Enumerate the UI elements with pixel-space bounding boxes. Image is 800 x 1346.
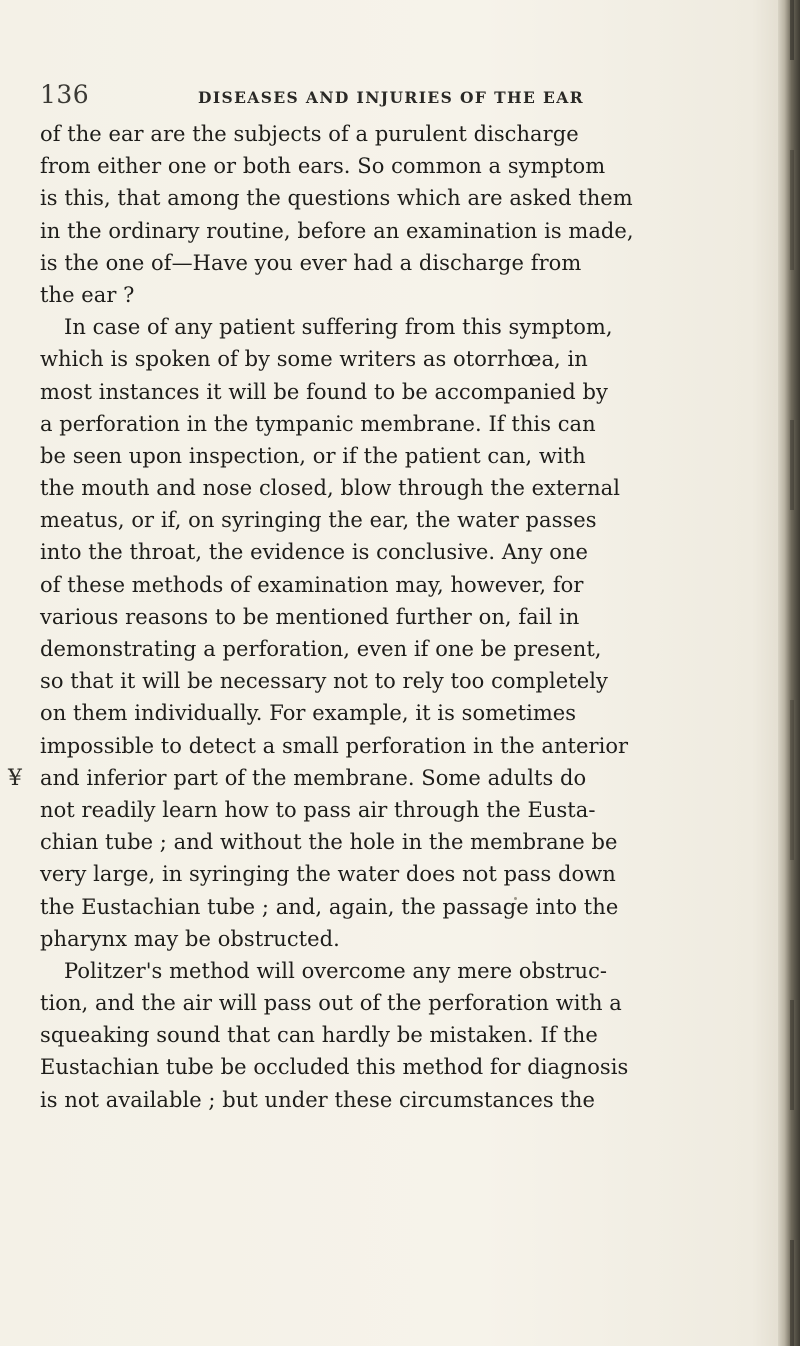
text-line: in the ordinary routine, before an examination is made, (40, 218, 634, 243)
text-line: of these methods of examination may, however, for (40, 572, 584, 597)
text-line: pharynx may be obstructed. (40, 926, 340, 951)
text-line: squeaking sound that can hardly be mistaken. If the (40, 1023, 598, 1048)
text-line: most instances it will be found to be accompanied by (40, 379, 608, 404)
text-line: on them individually. For example, it is sometimes (40, 701, 577, 726)
text-line: is the one of—Have you ever had a discharge from (40, 250, 582, 275)
text-line: and inferior part of the membrane. Some adults do (40, 765, 587, 790)
margin-mark: ¥ (8, 766, 22, 791)
text-line: various reasons to be mentioned further on, fail in (40, 604, 580, 629)
text-line: be seen upon inspection, or if the patient can, with (40, 443, 586, 468)
text-line: tion, and the air will pass out of the perforation with a (40, 991, 622, 1016)
text-line: chian tube ; and without the hole in the membrane be (40, 830, 618, 855)
text-line: so that it will be necessary not to rely too completely (40, 669, 608, 694)
text-line: demonstrating a perforation, even if one be present, (40, 637, 602, 661)
text-line: the ear ? (40, 282, 135, 307)
text-line: meatus, or if, on syringing the ear, the water passes (40, 508, 597, 533)
text-line: very large, in syringing the water does not pass down (40, 862, 616, 887)
text-line: a perforation in the tympanic membrane. If this can (40, 411, 596, 436)
text-line: is not available ; but under these circumstances the (40, 1087, 595, 1112)
text-line: the Eustachian tube ; and, again, the passage into the (40, 894, 619, 919)
text-line: is this, that among the questions which are asked them (40, 186, 633, 211)
text-line: from either one or both ears. So common a symptom (40, 154, 606, 179)
page-header (40, 80, 780, 116)
text-line: into the throat, the evidence is conclusive. Any one (40, 540, 589, 565)
page-number: 136 (40, 80, 90, 109)
edge-streak (790, 0, 794, 60)
text-line: Politzer's method will overcome any mere obstruc- (64, 958, 608, 983)
text-line: In case of any patient suffering from this symptom, (64, 315, 613, 340)
edge-streak (790, 1240, 794, 1346)
body-text (40, 118, 800, 1116)
running-head: DISEASES AND INJURIES OF THE EAR (198, 88, 584, 107)
text-line: not readily learn how to pass air through the Eusta- (40, 797, 596, 822)
text-line: of the ear are the subjects of a purulent discharge (40, 122, 579, 146)
text-line: the mouth and nose closed, blow through the external (40, 476, 620, 501)
text-line: which is spoken of by some writers as otorrhœa, in (40, 347, 588, 372)
text-line: impossible to detect a small perforation in the anterior (40, 733, 629, 758)
text-line: Eustachian tube be occluded this method for diagnosis (40, 1055, 629, 1080)
